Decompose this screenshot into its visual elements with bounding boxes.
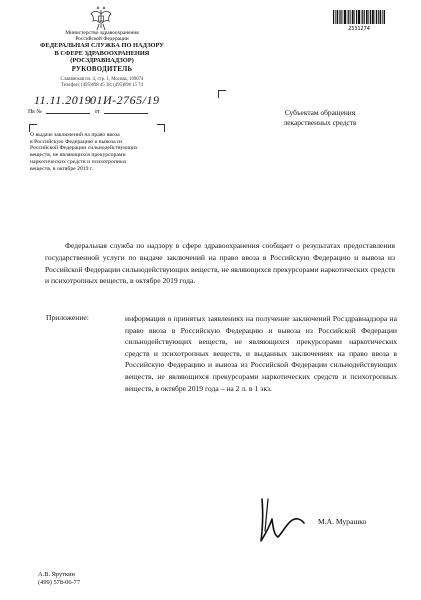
subject-corner-right <box>157 124 165 132</box>
addressee-line-1: Субъектам обращения <box>284 108 356 117</box>
barcode-number: 2331274 <box>348 26 370 32</box>
reference-no-label: На № <box>28 109 42 115</box>
subject-line: веществ, в октябре 2019 г. <box>30 165 94 172</box>
subject-line: веществ, не являющихся прекурсорами <box>30 152 126 159</box>
ministry-name <box>44 30 160 43</box>
letter-subject <box>30 132 162 172</box>
handwritten-signature <box>248 495 308 547</box>
executor-phone: (499) 578-06-77 <box>38 579 81 586</box>
agency-line-3: (РОСЗДРАВНАДЗОР) <box>70 57 134 65</box>
ministry-line-2: Российской Федерации <box>75 36 129 43</box>
appendix-text: информация о принятых заявлениях на получение заключений Росздравнадзора на право ввоза в Российскую Федерацию и вывоза из Российской Федерации сильнодействующих веществ, не являющихся прекурсорами наркотических средств и психотропных веществ, и выданных заключениях на право ввоза в Российскую Федерацию и вывоза из Российской Федерации сильнодействующих веществ, не являющихся прекурсорами наркотических средств и психотропных веществ, в октябре 2019 года – на 2 л. в 1 экз. <box>125 314 397 393</box>
executor-name: А.В. Яруткин <box>38 571 75 578</box>
reference-from-blank <box>104 113 148 114</box>
subject-line: О выдаче заключений на право ввоза <box>30 132 120 138</box>
addressee-line-2: лекарственных средств <box>283 117 357 127</box>
registration-date: 11.11.2019 <box>34 93 92 107</box>
addressee-corner <box>218 90 226 98</box>
barcode-image <box>333 10 385 24</box>
reference-from-label: от <box>94 109 101 115</box>
appendix-label: Приложение: <box>46 313 89 322</box>
ministry-line-1: Министерство здравоохранения <box>65 30 139 36</box>
registration-number: 01И-2765/19 <box>90 93 160 107</box>
phone-line: Телефон: (495)698 45 38; (495)698 15 74 <box>61 83 143 88</box>
address-line: Славянская пл. 4, стр. 1, Москва, 109074 <box>60 77 144 82</box>
coat-of-arms-emblem <box>88 6 114 32</box>
subject-line: Российской Федерации сильнодействующих <box>30 145 138 152</box>
signer-name: М.А. Мурашко <box>318 517 367 526</box>
subject-line: в Российскую Федерацию и вывоза из <box>30 138 123 145</box>
subject-line: наркотических средств и психотропных <box>30 158 127 165</box>
addressee <box>255 108 385 127</box>
agency-name <box>28 42 176 65</box>
agency-line-2: В СФЕРЕ ЗДРАВООХРАНЕНИЯ <box>54 49 150 57</box>
subject-corner-left <box>29 124 37 132</box>
agency-address <box>28 77 176 89</box>
head-title: РУКОВОДИТЕЛЬ <box>71 66 133 73</box>
agency-line-1: ФЕДЕРАЛЬНАЯ СЛУЖБА ПО НАДЗОРУ <box>40 42 164 49</box>
reference-no-blank <box>46 113 90 114</box>
reference-line <box>28 109 151 115</box>
letter-body: Федеральная служба по надзору в сфере здравоохранения сообщает о результатах предоставления государственной услуги по выдаче заключений на право ввоза в Российскую Федерацию и вывоза из Российской Федерации сильнодействующих веществ, не являющихся прекурсорами наркотических средств и психотропных веществ, в октябре 2019 года. <box>45 241 395 286</box>
executor-info <box>38 571 80 587</box>
